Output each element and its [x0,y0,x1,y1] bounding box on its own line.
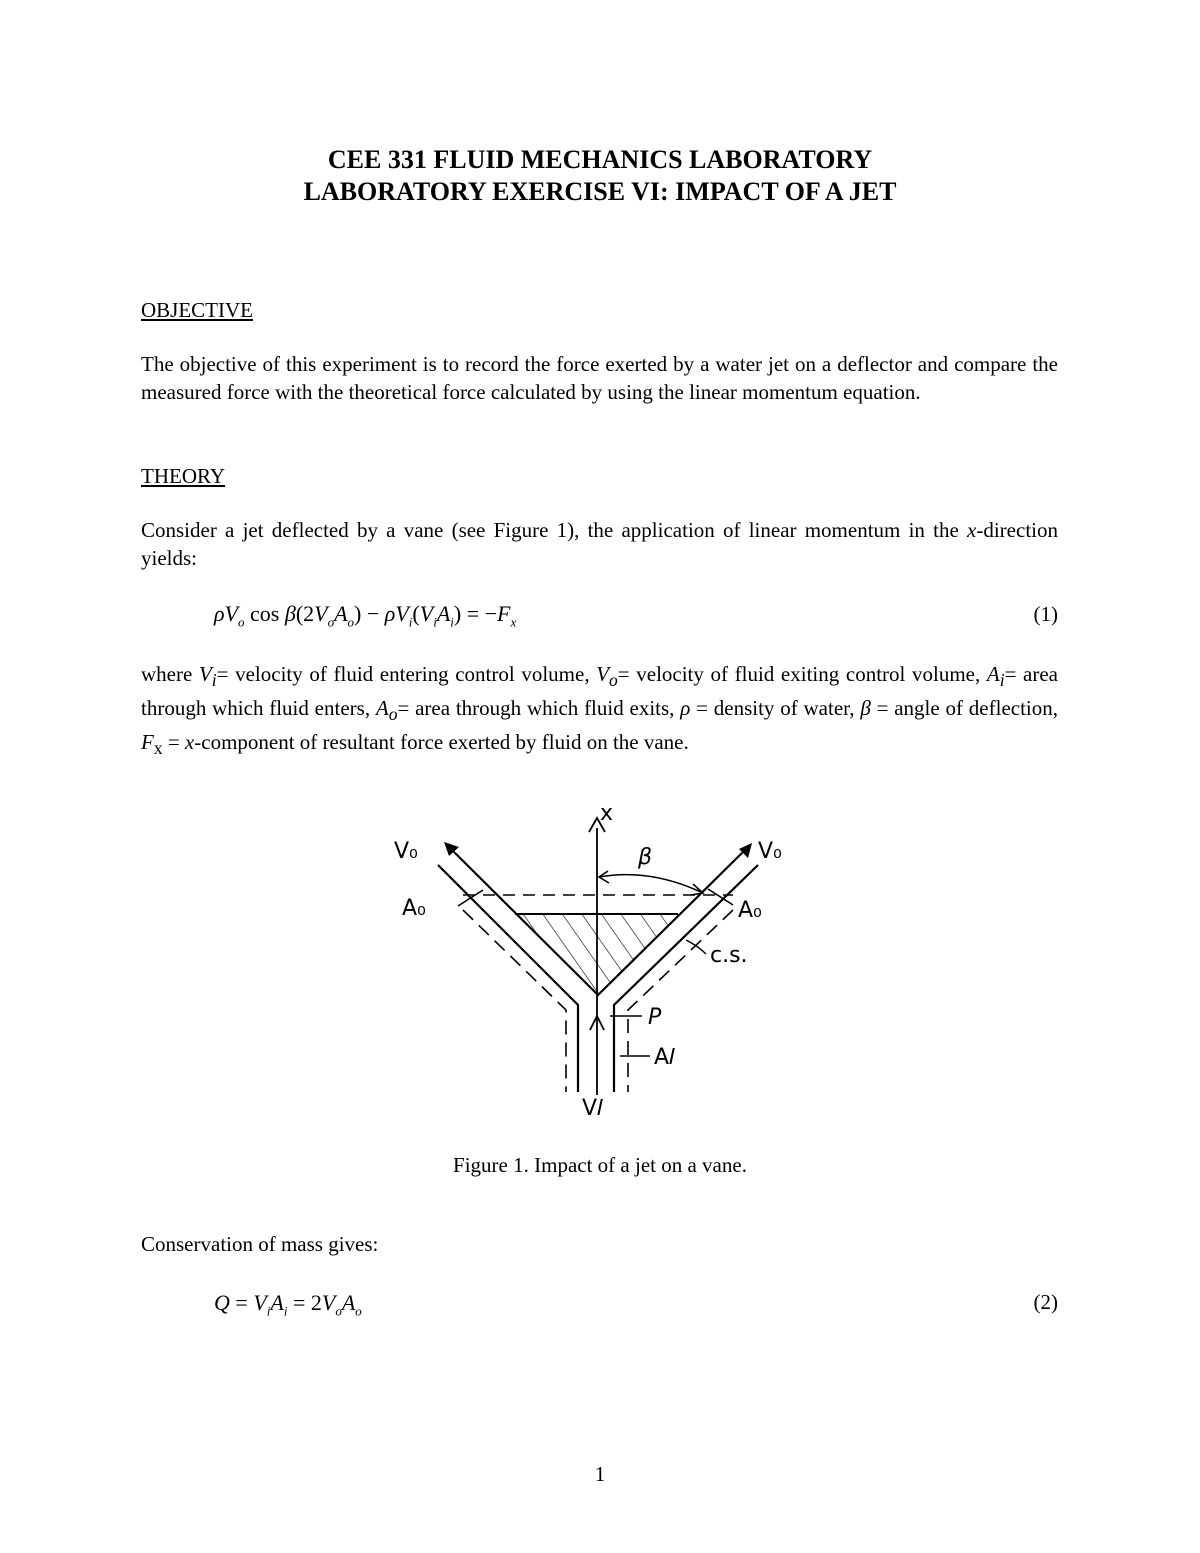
label-vo-right: V₀ [758,839,782,864]
label-p: P [648,1005,662,1030]
page-number: 1 [594,1462,606,1486]
label-ao-left: A₀ [402,896,426,921]
equation-1-number: (1) [1033,602,1058,626]
label-ao-right: A₀ [738,898,762,923]
theory-heading: THEORY [141,464,225,488]
theory-intro: Consider a jet deflected by a vane (see Figure 1), the application of linear momentum in the x-direction yields: [141,518,1058,570]
label-beta: β [638,845,653,870]
label-ai: A𝐼 [654,1045,676,1070]
vane-outer-right [614,865,758,1092]
equation-1: $\rho V_o$ $\cos \beta(2V_oA_o) - \rho V_i(V_iA_i) = -F_x$ [214,601,517,630]
outflow-right-arrow [739,843,752,858]
label-cs: c.s. [710,943,748,968]
cs-leader [686,940,706,954]
equation-2-number: (2) [1033,1290,1058,1314]
variable-definitions: where $V_i=$ velocity of fluid entering control volume, $V_o=$ velocity of fluid exiting control volume, $A_i=$ area through which fluid enters, $A_o=$ area through which fluid exits, ρ = density of water, β = angle of deflection, $F_x$ = x-component of resultant force exerted by fluid on the vane. [141,662,1059,759]
equation-2: $Q = V_iA_i = 2V_oA_o$ [214,1290,362,1319]
vane-outer-left [438,865,578,1092]
beta-arc [599,875,703,893]
label-vo-left: V₀ [394,839,418,864]
label-x: x [600,801,614,826]
objective-heading: OBJECTIVE [141,298,253,322]
figure-caption: Figure 1. Impact of a jet on a vane. [453,1153,747,1177]
title-line-2: LABORATORY EXERCISE VI: IMPACT OF A JET [303,177,897,206]
mass-conservation-text: Conservation of mass gives: [141,1232,379,1256]
title-line-1: CEE 331 FLUID MECHANICS LABORATORY [327,145,873,174]
objective-text: The objective of this experiment is to record the force exerted by a water jet on a deflector and compare the measured force with the theoretical force calculated by using the linear momentum equation. [141,352,1058,404]
ao-left-marker [458,890,483,906]
label-vi: V𝐼 [582,1096,604,1121]
